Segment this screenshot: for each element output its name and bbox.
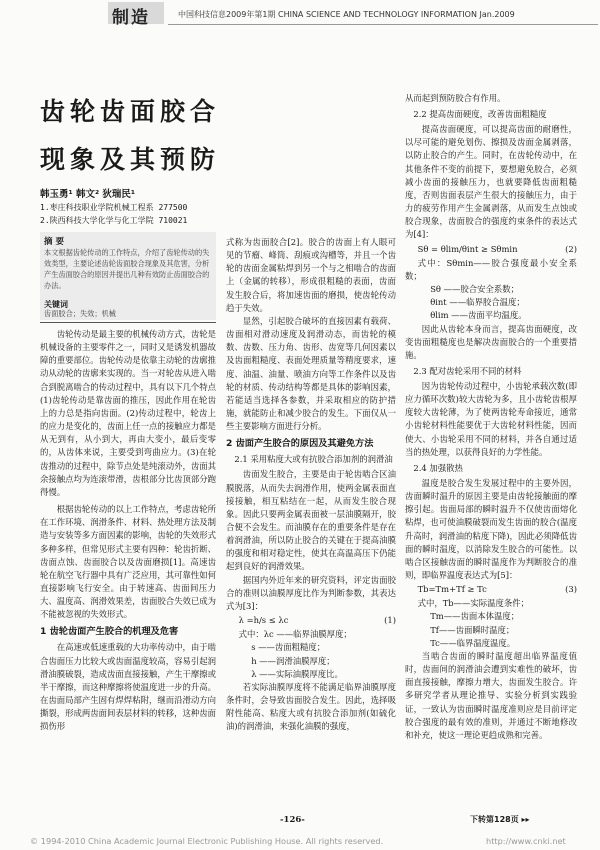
article-title-line1: 齿轮齿面胶合 [40,97,221,126]
definition: λ ——实际油膜厚度比。 [251,668,343,679]
paragraph: 因此从齿轮本身而言，提高齿面硬度，改变齿面粗糙度也是解决齿面胶合的一个重要措施。 [405,323,577,360]
equation-1-body: λ =h/s ≤ λc [238,615,289,626]
subsection-heading-2-3: 2.3 配对齿轮采用不同的材料 [413,365,522,376]
journal-info: 中国科技信息2009年第1期 CHINA SCIENCE AND TECHNOLOGY INFORMATION Jan.2009 [178,10,515,19]
paragraph: 在高速或低速重载的大功率传动中，由于啮合齿面压力比较大或齿面温度较高，容易引起润滑油膜破裂，造成齿面直接接触，产生干摩擦或半干摩擦，而这种摩擦将使温度进一步的升高。在齿面局部产生固有焊焊粘附，继而沿滑动方向撕裂，形成两齿面间表层材料的转移，这种齿面损伤形 [40,642,216,732]
definition: s ——齿面粗糙度； [251,642,326,653]
article-title-line2: 现象及其预防 [40,145,221,174]
subsection-heading-2-2: 2.2 提高齿面硬度，改善齿面粗糙度 [413,109,547,120]
page-number: -126- [280,815,305,825]
subsection-heading-2-1: 2.1 采用粘度大或有抗胶合添加剂的润滑油 [234,454,393,465]
paragraph: 从而起到预防胶合有作用。 [405,93,506,103]
paragraph: 提高齿面硬度，可以提高齿面的耐磨性，以尽可能的避免划伤、擦损及齿面金属剥落，以防止胶合的产生。同时，在齿轮传动中，在其他条件不变的前提下，要想避免胶合，必须减小齿面的接触压力，也就要降低齿面粗糙度，否则齿面表层产生很大的接触压力，由于力的疲劳作用产生金属剥落，从而发生点蚀或胶合现象，齿面胶合的强度约束条件的表达式为[4]： [405,124,577,240]
definition: θint ——临界胶合温度； [430,297,525,308]
equation-1 [226,614,396,627]
subsection-heading-2-4: 2.4 加强散热 [413,462,463,473]
keywords-label: 关键词 [44,300,68,309]
equation-3 [405,583,577,596]
paragraph: 根据齿轮传动的以上工作特点，考虑齿轮所在工作环境、润滑条件、材料、热处理方法及制造与安装等多方面因素的影响，齿轮的失效形式多种多样，但常见形式主要有四种：轮齿折断、齿面点蚀、齿面胶合以及齿面磨损[1]。高速齿轮在航空飞行器中具有广泛应用，其可靠性如何直接影响飞行安全。由于转速高、齿面间压力大、温度高、润滑效果差，齿面胶合失效已成为不能被忽视的失效形式。 [40,504,216,620]
paragraph: 齿轮传动是最主要的机械传动方式，齿轮是机械设备的主要零件之一，同时又是诱发机器故障的重要部位。齿轮传动是依靠主动轮的齿廓推动从动轮的齿廓来实现的。当一对轮齿从进入啮合到脱离啮合的传动过程中，具有以下几个特点(1)齿轮传动是靠齿面的推压，因此作用在轮齿上的力总是指向齿面。(2)传动过程中，轮齿上的应力是变化的，齿面上任一点的接触应力都是从无到有，从小到大，再由大变小，最后变零的，从齿体来说，主要受到弯曲应力。(3)在轮齿推动的过程中，除节点处是纯滚动外，齿面其余接触点均为连滚带滑，齿根部分比齿顶部分跑得慢。 [40,329,216,497]
definition: Tf——齿面瞬时温度； [430,624,515,635]
equation-1-number: (1) [384,615,396,626]
affiliation-2: 2.陕西科技大学化学与化工学院 710021 [40,216,188,225]
authors: 韩玉勇¹ 韩文² 狄瑞民¹ [40,189,136,200]
paragraph: 温度是胶合发生发展过程中的主要外因，齿面瞬时温升的原因主要是由齿轮接触面的摩擦引起。齿面局部的瞬时温升不仅使齿面熔化粘焊，也可使油膜破裂而发生齿面的胶合(温度升高时，润滑油的粘度下降)，因此必须降低齿面的瞬时温度，以消除发生胶合的可能性。以啮合区接触齿面的瞬时温度作为判断胶合的准则，即临界温度表达式为[5]： [405,477,577,580]
definition: Tc——临界温度温度。 [430,637,516,648]
definition: Tm——齿面本体温度； [430,611,520,622]
definition: h ——润滑油膜厚度； [251,655,335,666]
definition: θlim ——齿面平均温度。 [430,310,527,321]
copyright-footer: © 1994-2010 China Academic Journal Electronic Publishing House. All rights reserved. [30,836,384,846]
section-heading-1: 1 齿轮齿面产生胶合的机理及危害 [40,626,179,638]
header-rule [168,24,598,25]
column-2 [226,236,396,733]
definition: Sθ ——胶合安全系数； [430,284,520,295]
section-heading-2: 2 齿面产生胶合的原因及其避免方法 [226,438,374,450]
running-header [0,0,600,26]
paragraph: 若实际油膜厚度将不能满足临界油膜厚度条件时，会导致齿面胶合发生。因此，选择吸附性能高、粘度大或有抗胶合添加剂(如硫化油)的润滑油，来强化油膜的强度， [226,681,396,732]
equation-3-number: (3) [565,584,577,595]
equation-3-body: Tb=Tm+Tf ≥ Tc [417,584,487,595]
abstract-label: 摘 要 [44,237,64,247]
paragraph: 据国内外近年来的研究资料，评定齿面胶合的准则以油膜厚度比作为判断参数，其表达式为[3]： [226,574,396,611]
affiliation-1: 1.枣庄科技职业学院机械工程系 277500 [40,203,188,212]
column-1 [40,328,216,734]
keywords-text: 齿面胶合；失效；机械 [44,309,116,318]
continued-note: 下转第128页 ▸▸ [470,815,530,824]
footer-url[interactable]: http://www.cnki.net [486,836,566,846]
section-label: 制造 [112,8,150,28]
paragraph: 式称为齿面胶合[2]。胶合的齿面上有人眼可见的节瘤、峰筒、刮痕或沟槽等，并且一个齿轮的齿面金属粘焊到另一个与之相啮合的齿面上（金属的转移），形成很粗糙的表面，齿面发生胶合后，将加速齿面的磨损，使齿轮传动趋于失效。 [226,237,396,313]
equation-2 [405,243,577,256]
definition: 式中：Sθmin——胶合强度最小安全系数； [405,257,577,281]
equation-2-number: (2) [565,243,577,254]
definition: 式中：λc ——临界油膜厚度； [238,629,352,640]
abstract-text: 本文根据齿轮传动的工作特点，介绍了齿轮传动的失效类型，主要论述齿轮齿面胶合现象及其危害，分析产生齿面胶合的原因并提出几种有效防止齿面胶合的办法。 [44,248,210,290]
keywords-box [40,298,216,320]
column-3 [405,92,577,742]
paragraph: 显然，引起胶合破坏的直接因素有载荷、齿面相对滑动速度及润滑动态，而齿轮的模数、齿数、压力角、齿形、齿宽等几何因素以及齿面粗糙度、表面处理质量等精度要求，速度、油温、油量、喷油方向等工作条件以及齿轮的材质、传动结构等都是具体的影响因素，若能适当选择各参数，并采取相应的防护措施，就能防止和减少胶合的发生。下面仅从一些主要影响方面进行分析。 [226,315,396,432]
abstract-rule [40,322,216,323]
paragraph: 当啮合齿面的瞬时温度超出临界温度值时，齿面间的润滑油会遭到实难性的破坏，齿面直接接触，摩擦力增大，齿面发生胶合。许多研究学者从理论推导、实验分析到实践验证，一致认为齿面瞬时温度准则应是目前评定胶合强度的最有效的准则，并通过不断地修改和补充，使这一理论更趋成熟和完善。 [405,650,577,740]
paragraph: 齿面发生胶合，主要是由于轮齿啮合区油膜脱落，从而失去润滑作用，使两金属表面直接接触，相互粘结在一起，从而发生胶合现象。因此只要两金属表面被一层油膜隔开，胶合便不会发生。而油膜存在的重要条件是存在着润滑油，所以防止胶合的关键在于提高油膜的强度和相对稳定性，使其在高温高压下仍能起到良好的润滑效果。 [226,469,396,572]
equation-2-body: Sθ = θlim/θint ≥ Sθmin [417,243,518,254]
paragraph: 因为齿轮传动过程中，小齿轮承载次数(即应力循环次数)较大齿轮为多，且小齿轮齿根厚度较大齿轮薄，为了使两齿轮寿命接近，通常小齿轮材料性能要优于大齿轮材料性能，因而使大、小齿轮采用不同的材料，并各自通过适当的热处理，以获得良好的力学性能。 [405,380,577,457]
definition: 式中，Tb——实际温度条件； [417,598,530,609]
